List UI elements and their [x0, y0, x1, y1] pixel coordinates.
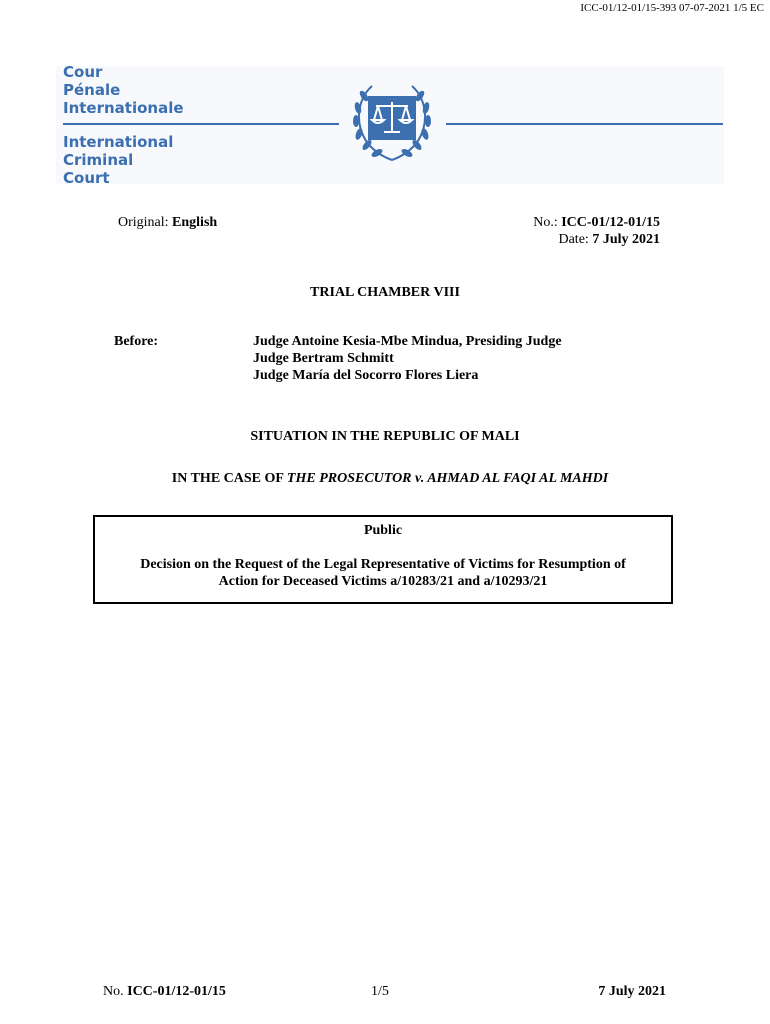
decision-title-line-2: Action for Deceased Victims a/10283/21 and a/10293/21 — [218, 574, 548, 589]
original-language — [118, 214, 217, 231]
case-name: THE PROSECUTOR v. AHMAD AL FAQI AL MAHDI — [286, 471, 609, 486]
org-fr-line-2: Pénale — [63, 81, 121, 99]
date-label: Date: — [558, 232, 589, 247]
case-number-value: ICC-01/12-01/15 — [561, 215, 660, 230]
classification: Public — [363, 523, 403, 538]
org-en-line-1: International — [63, 133, 174, 151]
case-prefix: IN THE CASE OF — [171, 471, 284, 486]
footer-date: 7 July 2021 — [598, 984, 666, 999]
case-number-block — [533, 214, 660, 248]
decision-title — [95, 556, 671, 590]
logo-rule-right — [446, 123, 723, 125]
footer-no-label: No. — [103, 984, 124, 999]
page-number: 1/5 — [371, 984, 389, 999]
footer-case-number — [103, 983, 226, 1000]
decision-title-line-1: Decision on the Request of the Legal Representative of Victims for Resumption of — [140, 557, 626, 572]
org-fr-line-1: Cour — [63, 63, 103, 81]
chamber-title: TRIAL CHAMBER VIII — [310, 285, 460, 300]
case-title — [0, 470, 770, 487]
org-name-english — [63, 133, 173, 187]
situation-title: SITUATION IN THE REPUBLIC OF MALI — [250, 429, 520, 444]
org-en-line-2: Criminal — [63, 151, 134, 169]
judge-2: Judge Bertram Schmitt — [253, 351, 394, 366]
logo-rule-left — [63, 123, 339, 125]
date-value: 7 July 2021 — [592, 232, 660, 247]
judges-list — [253, 333, 562, 384]
original-value: English — [172, 215, 218, 230]
original-label: Original: — [118, 215, 169, 230]
document-stamp: ICC-01/12-01/15-393 07-07-2021 1/5 EC — [580, 2, 764, 14]
case-number-label: No.: — [533, 215, 558, 230]
judge-3: Judge María del Socorro Flores Liera — [253, 368, 479, 383]
org-name-french — [63, 63, 184, 117]
before-label: Before: — [114, 334, 159, 349]
case-number — [533, 214, 660, 231]
judge-presiding: Judge Antoine Kesia-Mbe Mindua, Presiding Judge — [253, 334, 562, 349]
footer-no-value: ICC-01/12-01/15 — [127, 984, 226, 999]
scales-of-justice-laurel-icon — [342, 72, 442, 172]
org-fr-line-3: Internationale — [63, 99, 184, 117]
document-date — [533, 231, 660, 248]
org-en-line-3: Court — [63, 169, 110, 187]
decision-box — [93, 515, 673, 604]
